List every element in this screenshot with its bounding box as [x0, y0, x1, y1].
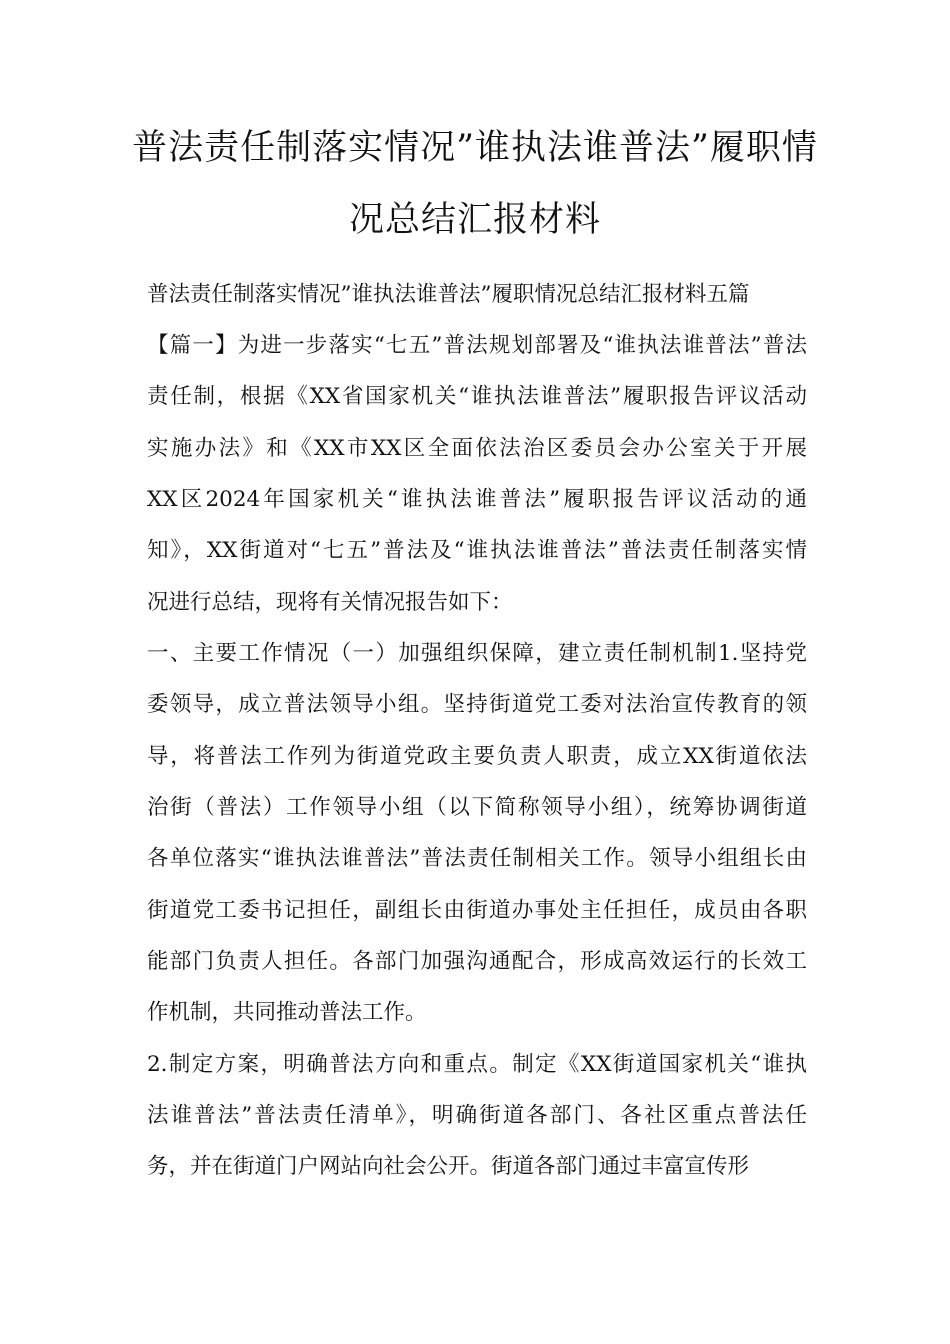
body-line: 2.制定方案，明确普法方向和重点。制定《XX街道国家机关“谁执 [147, 1052, 807, 1077]
body-line: 作机制，共同推动普法工作。 [147, 1000, 427, 1025]
body-line: 一、主要工作情况（一）加强组织保障，建立责任制机制1.坚持党 [147, 641, 807, 666]
body-line: 能部门负责人担任。各部门加强沟通配合，形成高效运行的长效工 [147, 949, 807, 974]
body-line: 实施办法》和《XX市XX区全面依法治区委员会办公室关于开展 [147, 436, 807, 461]
document-title-line-1: 普法责任制落实情况”谁执法谁普法”履职情 [132, 128, 818, 168]
body-line: 街道党工委书记担任，副组长由街道办事处主任担任，成员由各职 [147, 898, 807, 923]
body-line: 导，将普法工作列为街道党政主要负责人职责，成立XX街道依法 [147, 744, 807, 769]
body-line: 【篇一】为进一步落实“七五”普法规划部署及“谁执法谁普法”普法 [147, 333, 807, 358]
body-line: 责任制，根据《XX省国家机关“谁执法谁普法”履职报告评议活动 [147, 384, 807, 409]
body-line: 各单位落实“谁执法谁普法”普法责任制相关工作。领导小组组长由 [147, 846, 807, 871]
body-line: 况进行总结，现将有关情况报告如下： [147, 590, 513, 615]
body-line: 委领导，成立普法领导小组。坚持街道党工委对法治宣传教育的领 [147, 692, 807, 717]
subtitle-line: 普法责任制落实情况”谁执法谁普法”履职情况总结汇报材料五篇 [147, 282, 750, 307]
document-title-line-2: 况总结汇报材料 [348, 200, 601, 240]
body-line: 法谁普法”普法责任清单》，明确街道各部门、各社区重点普法任 [147, 1103, 807, 1128]
body-line: XX区2024年国家机关“谁执法谁普法”履职报告评议活动的通 [147, 487, 807, 512]
body-line: 治街（普法）工作领导小组（以下简称领导小组），统筹协调街道 [147, 795, 807, 820]
body-line: 务，并在街道门户网站向社会公开。街道各部门通过丰富宣传形 [147, 1154, 750, 1179]
body-line: 知》，XX街道对“七五”普法及“谁执法谁普法”普法责任制落实情 [147, 538, 807, 563]
